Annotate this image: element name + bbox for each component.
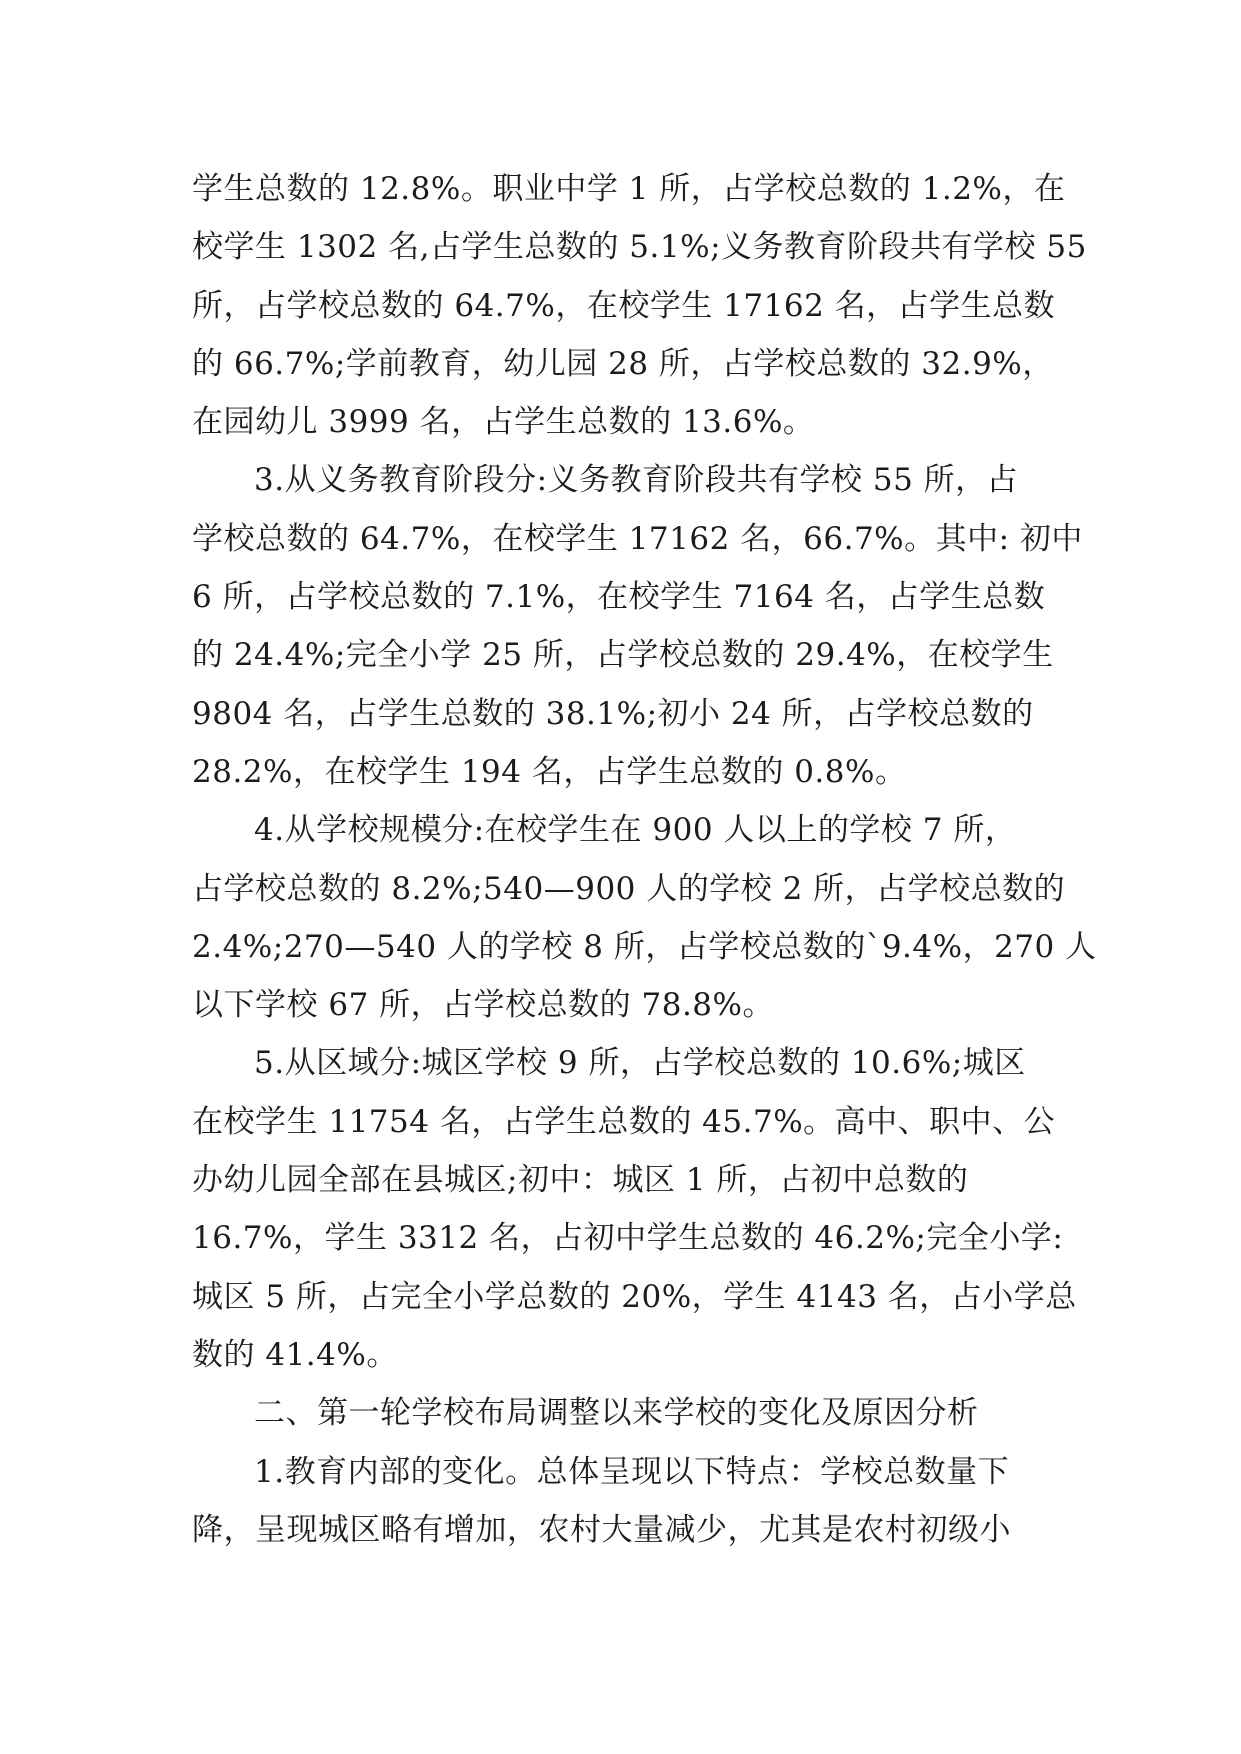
text-line: 以下学校 67 所，占学校总数的 78.8%。 [192, 987, 774, 1024]
text-line: 学生总数的 12.8%。职业中学 1 所，占学校总数的 1.2%，在 [192, 171, 1066, 207]
text-line: 所，占学校总数的 64.7%，在校学生 17162 名，占学生总数 [192, 287, 1056, 324]
paragraph-first-line: 4.从学校规模分:在校学生在 900 人以上的学校 7 所， [254, 812, 1017, 849]
text-line: 占学校总数的 8.2%;540—900 人的学校 2 所，占学校总数的 [192, 870, 1066, 907]
paragraph-first-line: 1.教育内部的变化。总体呈现以下特点：学校总数量下 [254, 1453, 1010, 1490]
paragraph-first-line: 5.从区域分:城区学校 9 所，占学校总数的 10.6%;城区 [254, 1045, 1026, 1082]
text-line: 9804 名，占学生总数的 38.1%;初小 24 所，占学校总数的 [192, 695, 1034, 732]
text-line: 办幼儿园全部在县城区;初中：城区 1 所，占初中总数的 [192, 1162, 969, 1199]
text-line: 降，呈现城区略有增加，农村大量减少，尤其是农村初级小 [192, 1511, 1011, 1548]
paragraph-first-line: 二、第一轮学校布局调整以来学校的变化及原因分析 [254, 1395, 979, 1432]
document-body [192, 160, 1097, 1559]
text-line: 校学生 1302 名,占学生总数的 5.1%;义务教育阶段共有学校 55 [192, 229, 1087, 266]
text-line: 在校学生 11754 名，占学生总数的 45.7%。高中、职中、公 [192, 1103, 1056, 1140]
text-line: 的 66.7%;学前教育，幼儿园 28 所，占学校总数的 32.9%， [192, 345, 1054, 382]
text-line: 6 所，占学校总数的 7.1%，在校学生 7164 名，占学生总数 [192, 579, 1046, 616]
text-line: 的 24.4%;完全小学 25 所，占学校总数的 29.4%，在校学生 [192, 637, 1054, 674]
text-line: 学校总数的 64.7%，在校学生 17162 名，66.7%。其中: 初中 [192, 520, 1083, 557]
paragraph-first-line: 3.从义务教育阶段分:义务教育阶段共有学校 55 所，占 [254, 462, 1019, 499]
text-line: 28.2%，在校学生 194 名，占学生总数的 0.8%。 [192, 753, 907, 790]
text-line: 16.7%，学生 3312 名，占初中学生总数的 46.2%;完全小学: [192, 1220, 1064, 1257]
text-line: 数的 41.4%。 [192, 1336, 398, 1373]
text-line: 城区 5 所，占完全小学总数的 20%，学生 4143 名，占小学总 [192, 1278, 1077, 1315]
text-line: 2.4%;270—540 人的学校 8 所，占学校总数的`9.4%，270 人 [192, 928, 1097, 965]
text-line: 在园幼儿 3999 名，占学生总数的 13.6%。 [192, 404, 815, 441]
